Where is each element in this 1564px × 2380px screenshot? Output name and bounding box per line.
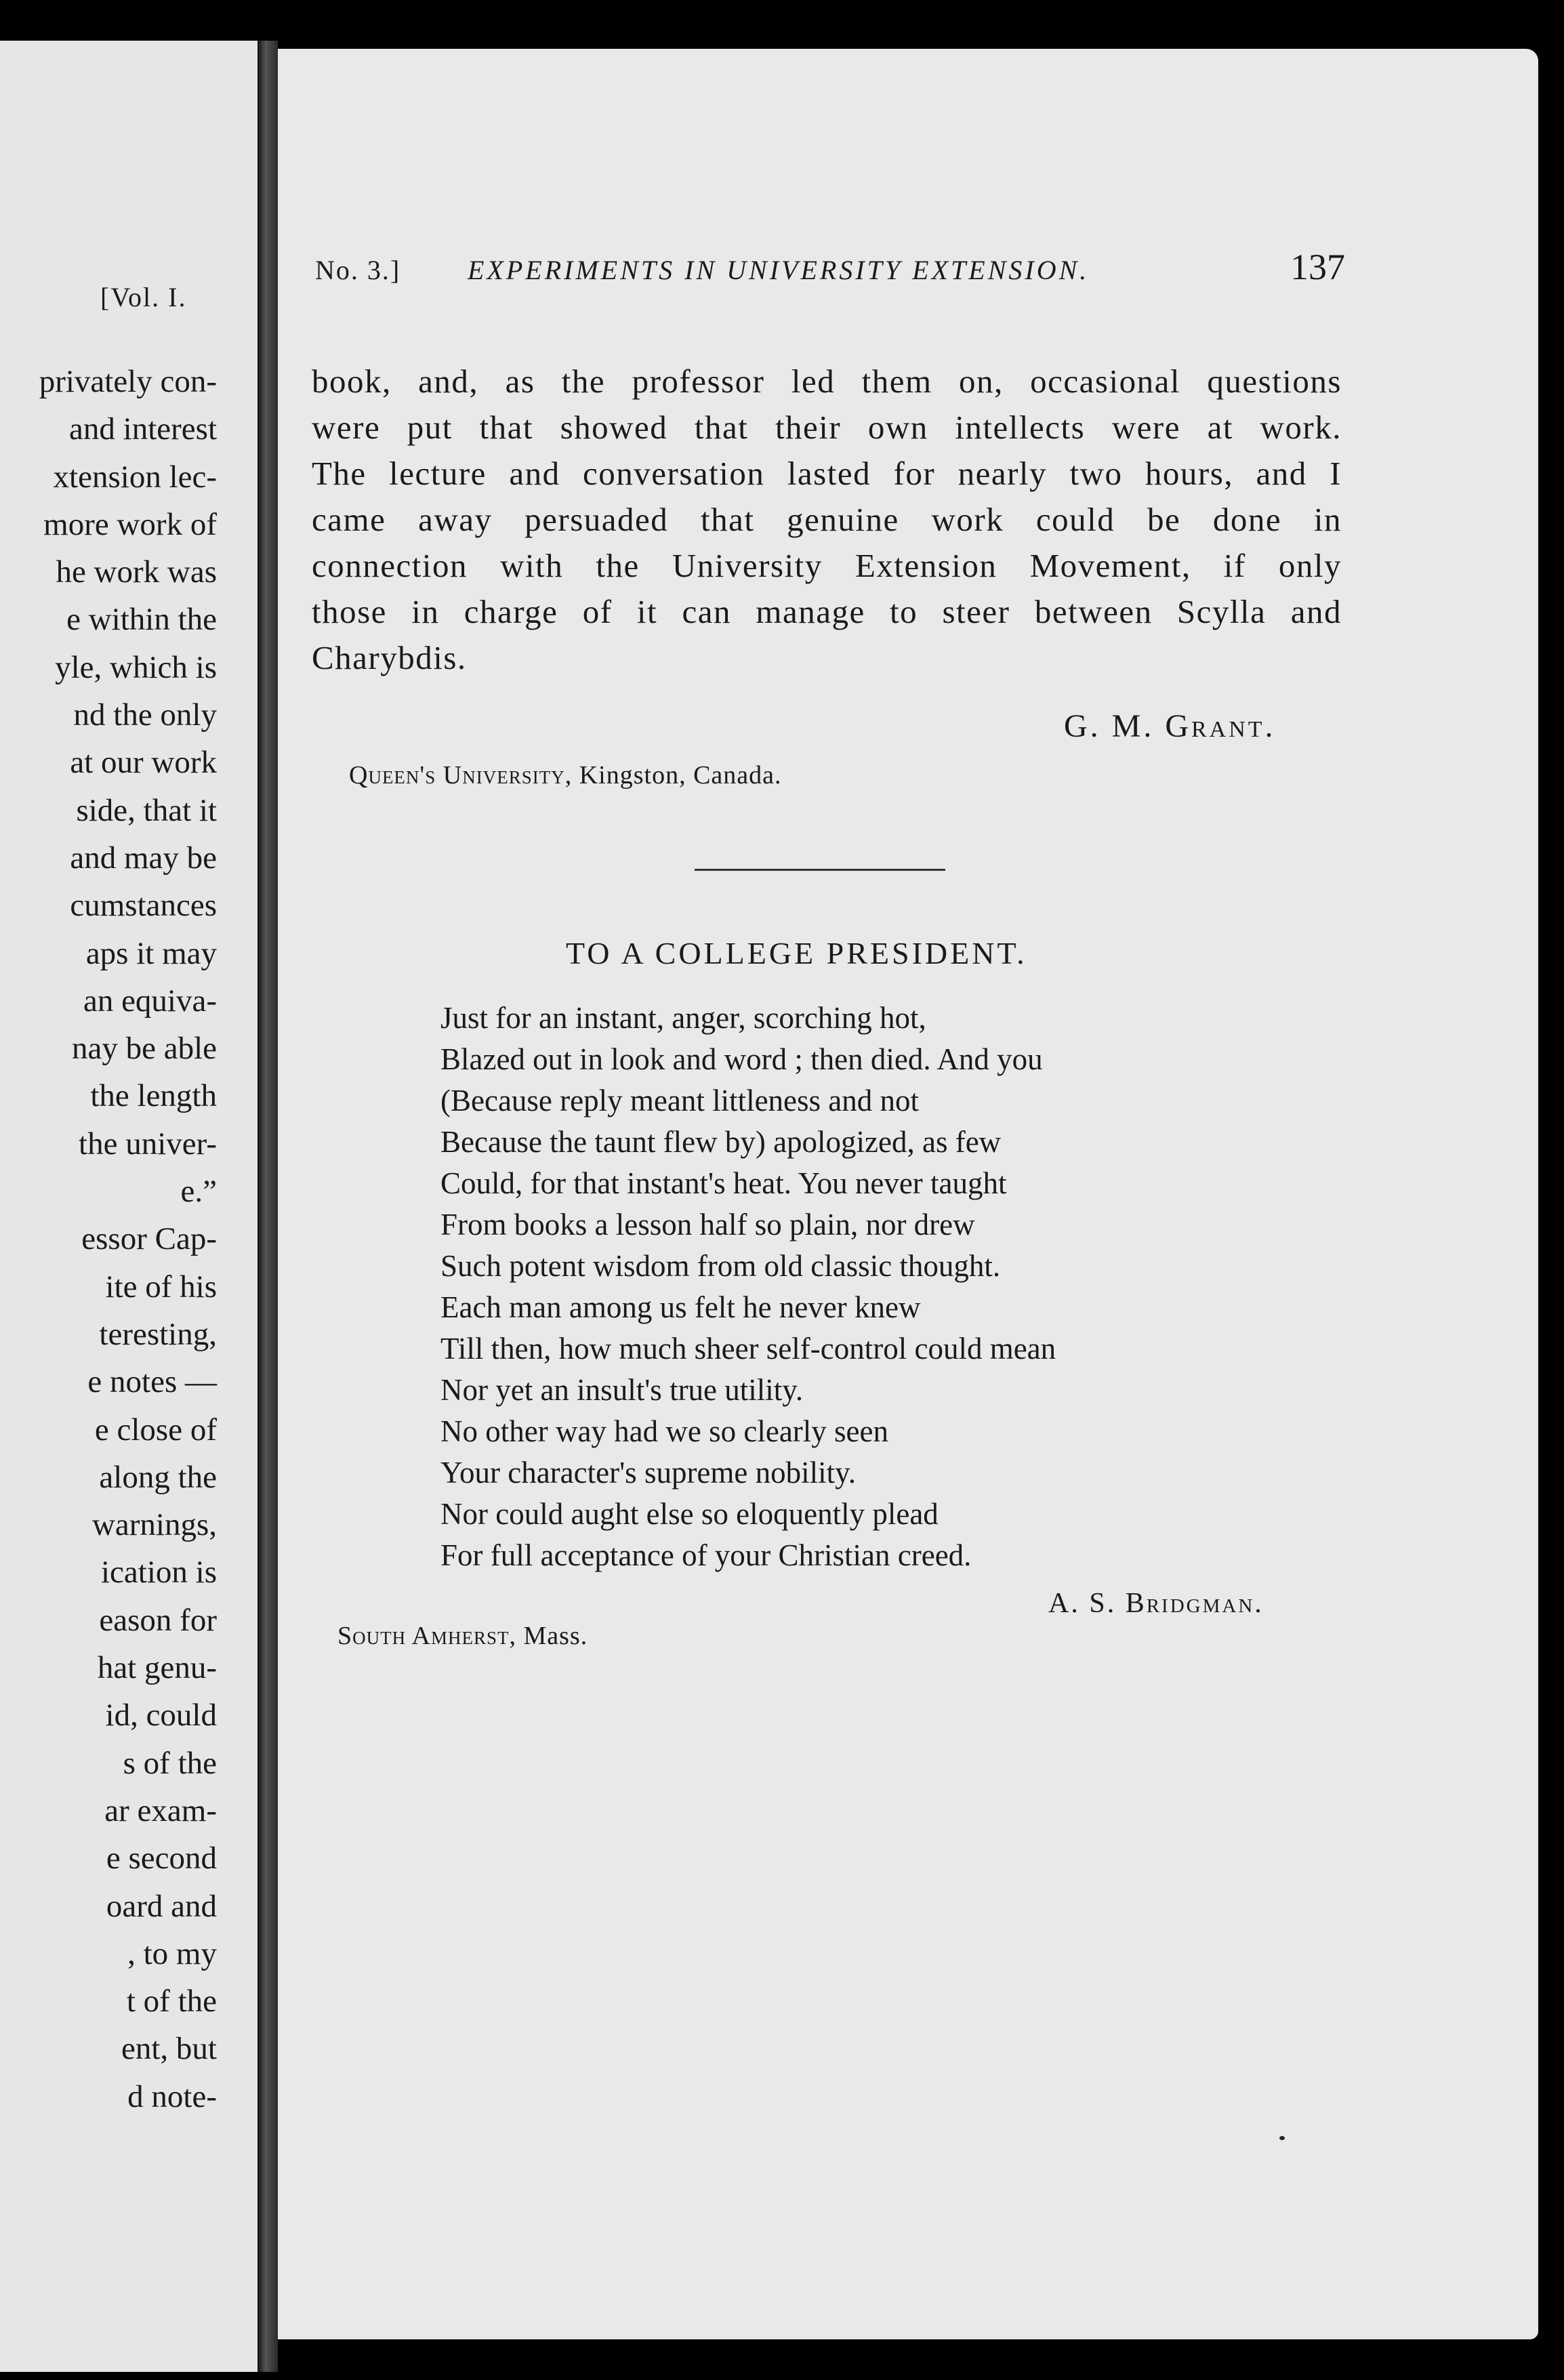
prose-line: book, and, as the professor led them on, occasional questions xyxy=(312,363,1342,400)
poem-title: TO A COLLEGE PRESIDENT. xyxy=(566,936,1027,970)
poem-line: For full acceptance of your Christian creed. xyxy=(440,1538,972,1572)
left-page-line: the univer- xyxy=(79,1126,217,1162)
poem-line: Because the taunt flew by) apologized, as few xyxy=(440,1125,1002,1159)
left-page-line: id, could xyxy=(105,1698,217,1733)
prose-line: The lecture and conversation lasted for nearly two hours, and I xyxy=(312,455,1342,492)
left-page-line: xtension lec- xyxy=(53,459,217,495)
poem-line: Nor could aught else so eloquently plead xyxy=(440,1497,939,1531)
right-page xyxy=(278,49,1538,2339)
left-page-line: nd the only xyxy=(73,697,217,733)
ink-speck xyxy=(1279,2136,1285,2140)
left-page-line: more work of xyxy=(43,506,217,542)
poet-affiliation xyxy=(337,1621,588,1651)
poem-line: Till then, how much sheer self-control could mean xyxy=(440,1332,1056,1366)
prose-line: came away persuaded that genuine work could be done in xyxy=(312,501,1342,538)
prose-line: were put that showed that their own intellects were at work. xyxy=(312,409,1342,446)
article-text xyxy=(312,358,1342,681)
poem-line: (Because reply meant littleness and not xyxy=(440,1084,920,1117)
left-page-line: e.” xyxy=(180,1174,217,1210)
left-page-line: oard and xyxy=(106,1888,217,1924)
left-page-line: ar exam- xyxy=(104,1792,217,1828)
left-page-line: yle, which is xyxy=(55,649,217,685)
left-page-line: , to my xyxy=(127,1935,217,1971)
left-page-line: e close of xyxy=(94,1412,217,1448)
author-signature: G. M. Grant. xyxy=(1064,708,1276,744)
poem-line: Just for an instant, anger, scorching hot, xyxy=(440,1001,926,1035)
section-divider xyxy=(695,869,945,871)
poem-body xyxy=(440,998,1186,1576)
left-page-line: at our work xyxy=(70,745,217,781)
left-page-line: teresting, xyxy=(99,1316,217,1352)
prose-line: those in charge of it can manage to steer between Scylla and xyxy=(312,593,1342,630)
left-page-line: cumstances xyxy=(70,888,217,924)
left-page-line: he work was xyxy=(56,554,217,590)
left-page-line: an equiva- xyxy=(83,983,217,1019)
poem-line: Each man among us felt he never knew xyxy=(440,1290,921,1324)
left-page-line: side, that it xyxy=(76,792,217,828)
running-header xyxy=(315,249,1345,296)
poem-line: Nor yet an insult's true utility. xyxy=(440,1373,804,1407)
left-page-line: along the xyxy=(99,1459,217,1495)
left-page xyxy=(0,41,258,2372)
left-page-line: e second xyxy=(106,1841,217,1876)
institution-name: Queen's University, xyxy=(349,761,573,789)
poem-line: Such potent wisdom from old classic thought. xyxy=(440,1249,1001,1283)
prose-line: Charybdis. xyxy=(312,639,467,676)
left-page-line: and may be xyxy=(70,840,217,876)
running-title: EXPERIMENTS IN UNIVERSITY EXTENSION. xyxy=(468,255,1090,285)
poem-line: Your character's supreme nobility. xyxy=(440,1456,856,1490)
poet-place: South Amherst, xyxy=(337,1622,516,1650)
author-affiliation xyxy=(349,760,782,790)
prose-line: connection with the University Extension Movement, if only xyxy=(312,547,1342,584)
poem-line: Could, for that instant's heat. You never taught xyxy=(440,1166,1007,1200)
left-page-line: nay be able xyxy=(71,1031,217,1067)
left-page-line: and interest xyxy=(69,411,217,447)
left-page-line: t of the xyxy=(126,1984,217,2019)
left-page-line: aps it may xyxy=(85,935,217,971)
left-page-line: e within the xyxy=(66,602,217,638)
institution-place: Kingston, Canada. xyxy=(579,761,782,789)
page-number: 137 xyxy=(1290,247,1345,287)
left-page-line: s of the xyxy=(123,1745,217,1781)
book-spine xyxy=(258,41,278,2372)
left-page-line: hat genu- xyxy=(97,1650,217,1686)
left-page-line: ent, but xyxy=(121,2031,217,2067)
issue-number: No. 3.] xyxy=(315,255,401,285)
left-page-line: the length xyxy=(90,1078,217,1114)
left-page-line: d note- xyxy=(127,2078,217,2114)
left-page-line: essor Cap- xyxy=(81,1221,217,1257)
left-page-line: e notes — xyxy=(87,1364,217,1400)
left-page-text xyxy=(0,358,217,2120)
poet-signature: A. S. Bridgman. xyxy=(1048,1588,1264,1619)
left-page-line: ication is xyxy=(101,1555,217,1591)
left-page-line: eason for xyxy=(99,1602,217,1638)
left-page-line: privately con- xyxy=(39,364,217,399)
poet-state: Mass. xyxy=(523,1622,588,1650)
poem-line: Blazed out in look and word ; then died. And you xyxy=(440,1042,1043,1076)
left-page-line: warnings, xyxy=(91,1507,217,1543)
left-page-header: [Vol. I. xyxy=(100,282,187,312)
left-page-line: ite of his xyxy=(105,1269,217,1305)
poem-line: No other way had we so clearly seen xyxy=(440,1414,889,1448)
poem-line: From books a lesson half so plain, nor drew xyxy=(440,1208,975,1242)
